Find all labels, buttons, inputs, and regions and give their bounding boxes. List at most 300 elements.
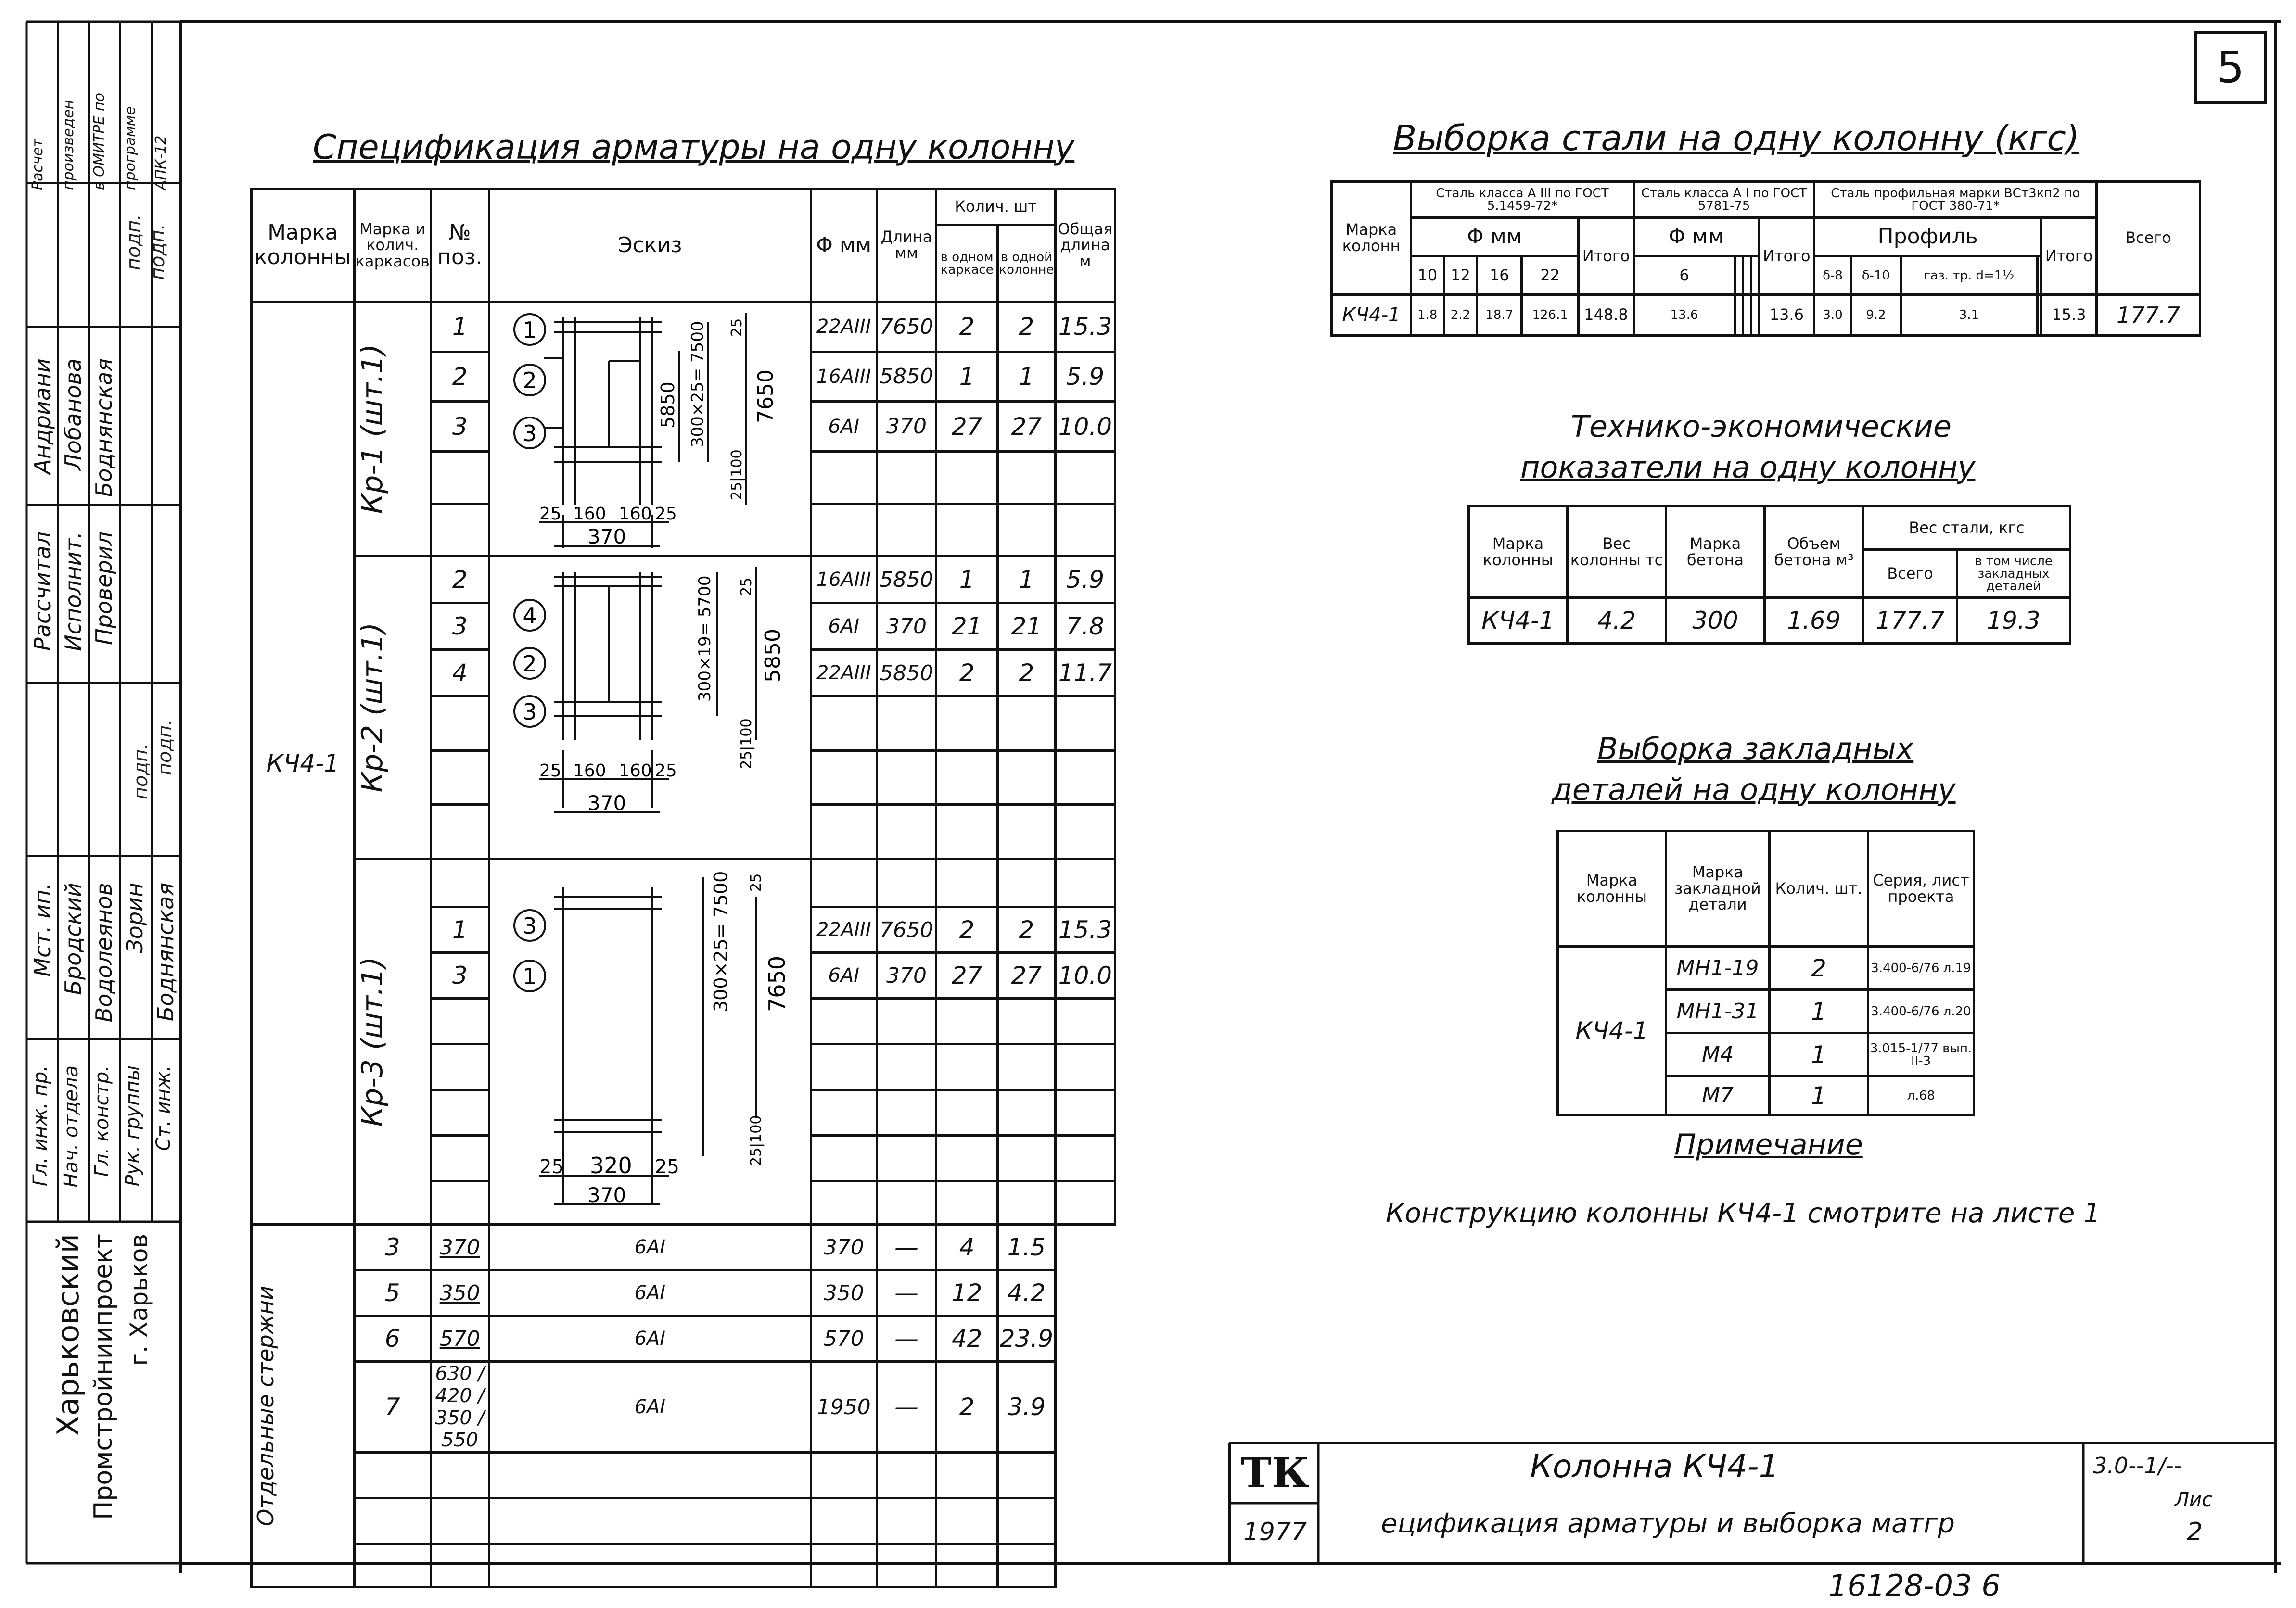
steel-col-a3: Сталь класса А III по ГОСТ 5.1459-72*	[1411, 182, 1634, 218]
col-header-qty-karkas: в одном каркасе	[936, 225, 998, 302]
sheet-label: Лис	[2175, 1489, 2213, 1511]
empty-cell	[877, 1544, 936, 1587]
sketch-kr3	[489, 859, 811, 1225]
empty-cell	[811, 1498, 877, 1544]
footer-code: 16128-03 6	[1828, 1568, 2001, 1603]
signature: подп.	[123, 214, 145, 271]
tep-col-vsego: Всего	[1863, 550, 1957, 598]
steel-val: 126.1	[1522, 295, 1579, 336]
stamp-role-2: Исполнит.	[60, 532, 86, 651]
sketch-dim: 7650	[753, 369, 778, 423]
empty-cell	[936, 1181, 998, 1225]
emb-qty: 2	[1770, 947, 1868, 990]
qty-karkas-cell: 1	[936, 557, 998, 603]
total-length-cell: 10.0	[1055, 402, 1115, 452]
steel-itogo-a3: Итого	[1578, 218, 1633, 295]
steel-profile: Профиль	[1814, 218, 2041, 256]
qty-column-cell: 1	[998, 557, 1056, 603]
empty-cell	[877, 696, 936, 751]
steel-d: 16	[1477, 256, 1522, 295]
phi-cell: 22АIII	[811, 302, 877, 352]
empty-cell	[877, 1498, 936, 1544]
stamp-org-1: Харьковский	[51, 1234, 86, 1436]
empty-cell	[998, 451, 1056, 504]
stamp-name-3: Боднянская	[91, 358, 117, 497]
empty-cell	[936, 451, 998, 504]
emb-mark: КЧ4-1	[1558, 947, 1666, 1115]
tep-mark: КЧ4-1	[1469, 598, 1568, 644]
sketch-dim: 160	[618, 761, 652, 781]
phi-cell: 6АI	[811, 402, 877, 452]
series-code: 3.0-‐1/‐‐	[2093, 1453, 2182, 1479]
empty-cell	[877, 1136, 936, 1181]
qty-column-cell: 4	[936, 1225, 998, 1270]
steel-val: 15.3	[2041, 295, 2097, 336]
empty-cell	[431, 1136, 489, 1181]
qty-karkas-cell: —	[877, 1362, 936, 1453]
empty-cell	[936, 1498, 998, 1544]
empty-cell	[811, 1044, 877, 1090]
empty-cell	[998, 999, 1056, 1044]
emb-detail: МН1-19	[1666, 947, 1770, 990]
col-header-marka: Марка колонны	[252, 189, 355, 302]
sketch-kr2	[489, 557, 811, 859]
col-header-phi: Φ мм	[811, 189, 877, 302]
sketch-dim: 160	[618, 504, 652, 524]
karkas-label-kr1	[354, 302, 431, 557]
steel-d: газ. тр. d=1½	[1901, 256, 2038, 295]
bar-sketch: 630 / 420 / 350 / 550	[431, 1362, 489, 1453]
tep-col-steel: Вес стали, кгс	[1863, 506, 2070, 550]
year: 1977	[1243, 1518, 1307, 1546]
phi-cell: 16АIII	[811, 352, 877, 402]
qty-karkas-cell: 1	[936, 352, 998, 402]
qty-karkas-cell: 2	[936, 650, 998, 696]
emb-detail: МН1-31	[1666, 990, 1770, 1033]
sketch-dim: 300×19= 5700	[695, 575, 714, 702]
emb-series: 3.400-6/76 л.20	[1868, 990, 1974, 1033]
empty-cell	[998, 1453, 1056, 1498]
total-length-cell: 5.9	[1055, 352, 1115, 402]
tep-table	[1467, 505, 2071, 645]
emb-col-detail: Марка закладной детали	[1666, 831, 1770, 947]
length-cell: 7650	[877, 907, 936, 953]
sketch-dim: 320	[589, 1152, 632, 1178]
steel-d: 6	[1633, 256, 1735, 295]
stamp-name-b2: Бродский	[60, 883, 86, 995]
tep-col-marka: Марка колонны	[1469, 506, 1568, 598]
empty-cell	[877, 504, 936, 556]
empty-cell	[936, 1044, 998, 1090]
note-text: Конструкцию колонны КЧ4-1 смотрите на листе 1	[1386, 1198, 2101, 1229]
steel-d: δ-10	[1851, 256, 1901, 295]
stamp-role-1: Рассчитал	[29, 532, 55, 651]
qty-karkas-cell: 27	[936, 953, 998, 999]
sketch-dim: 300×25= 7500	[710, 871, 731, 1012]
length-cell: 1950	[811, 1362, 877, 1453]
sketch-dim: 25	[654, 761, 677, 781]
karkas-label-kr3	[354, 859, 431, 1225]
embedded-title-2: деталей на одну колонну	[1552, 772, 1956, 807]
qty-column-cell: 2	[998, 907, 1056, 953]
steel-val: 148.8	[1578, 295, 1633, 336]
stamp-top-note-1: Расчет	[29, 139, 46, 190]
steel-val: 18.7	[1477, 295, 1522, 336]
steel-phi-a1: Φ мм	[1633, 218, 1759, 256]
bar-sketch: 370	[431, 1225, 489, 1270]
empty-cell	[811, 1181, 877, 1225]
steel-val: 3.1	[1901, 295, 2038, 336]
sketch-kr1-mark-3: 3	[523, 420, 537, 446]
steel-title: Выборка стали на одну колонну (кгс)	[1393, 118, 2080, 158]
pos-cell: 3	[354, 1225, 431, 1270]
sketch-dim: 25	[539, 1155, 564, 1178]
sketch-kr1-drawing	[491, 303, 809, 553]
pos-cell: 3	[431, 402, 489, 452]
qty-column-cell: 2	[998, 650, 1056, 696]
pos-cell: 3	[431, 953, 489, 999]
steel-val: 2.2	[1444, 295, 1477, 336]
empty-cell	[1055, 696, 1115, 751]
col-header-karkas: Марка и колич. каркасов	[354, 189, 431, 302]
spec-title: Спецификация арматуры на одну колонну	[313, 127, 1075, 167]
total-length-cell: 1.5	[998, 1225, 1056, 1270]
empty-cell	[811, 1544, 877, 1587]
empty-cell	[1055, 859, 1115, 907]
qty-karkas-cell: 27	[936, 402, 998, 452]
qty-karkas-cell: —	[877, 1316, 936, 1362]
pos-cell: 4	[431, 650, 489, 696]
tep-vsego: 177.7	[1863, 598, 1957, 644]
phi-cell: 6АI	[489, 1270, 811, 1316]
embedded-title-1: Выборка закладных	[1597, 731, 1914, 766]
length-cell: 5850	[877, 557, 936, 603]
stamp-top-note-3: в ОМИТРЕ по	[91, 92, 108, 190]
stamp-name-1: Андриани	[29, 358, 55, 474]
qty-karkas-cell: —	[877, 1270, 936, 1316]
total-length-cell: 10.0	[1055, 953, 1115, 999]
tep-col-obem: Объем бетона м³	[1765, 506, 1863, 598]
empty-cell	[1055, 1136, 1115, 1181]
sketch-kr1-mark-1: 1	[523, 317, 537, 343]
col-header-qty: Колич. шт	[936, 189, 1056, 225]
empty-cell	[431, 1181, 489, 1225]
empty-cell	[998, 1544, 1056, 1587]
steel-col-prof: Сталь профильная марки ВСт3кп2 по ГОСТ 380-71*	[1814, 182, 2097, 218]
length-cell: 370	[877, 953, 936, 999]
empty-cell	[1743, 256, 1751, 295]
empty-cell	[1751, 256, 1759, 295]
tep-title-1: Технико-экономические	[1571, 409, 1952, 444]
empty-cell	[936, 1544, 998, 1587]
empty-cell	[1055, 999, 1115, 1044]
pos-cell: 2	[431, 557, 489, 603]
empty-cell	[431, 999, 489, 1044]
empty-cell	[811, 1090, 877, 1136]
sketch-kr1-mark-2: 2	[523, 367, 537, 393]
pos-cell: 2	[431, 352, 489, 402]
total-length-cell: 5.9	[1055, 557, 1115, 603]
sketch-kr2-mark-4: 4	[523, 603, 537, 629]
qty-column-cell: 2	[998, 302, 1056, 352]
signature: подп.	[130, 743, 152, 800]
tep-col-beton: Марка бетона	[1666, 506, 1765, 598]
sketch-dim: 370	[587, 525, 626, 548]
steel-table	[1330, 180, 2201, 337]
total-length-cell: 7.8	[1055, 603, 1115, 650]
bar-sketch: 570	[431, 1316, 489, 1362]
empty-cell	[431, 696, 489, 751]
total-length-cell: 4.2	[998, 1270, 1056, 1316]
empty-cell	[998, 1044, 1056, 1090]
empty-cell	[936, 1453, 998, 1498]
sketch-dim: 370	[587, 1183, 626, 1207]
sketch-dim: 25	[539, 504, 561, 524]
empty-cell	[811, 1136, 877, 1181]
pos-cell: 1	[431, 302, 489, 352]
sketch-dim: 25	[728, 318, 745, 337]
phi-cell: 16АIII	[811, 557, 877, 603]
empty-cell	[877, 805, 936, 859]
phi-cell: 6АI	[811, 603, 877, 650]
empty-cell	[431, 750, 489, 805]
tep-beton: 300	[1666, 598, 1765, 644]
karkas-label-text: Кр-1 (шт.1)	[355, 344, 389, 514]
sketch-dim: 7650	[764, 955, 790, 1012]
karkas-label-text: Кр-3 (шт.1)	[355, 956, 389, 1127]
empty-cell	[1055, 750, 1115, 805]
emb-detail: М7	[1666, 1076, 1770, 1115]
phi-cell: 6АI	[489, 1362, 811, 1453]
empty-cell	[811, 999, 877, 1044]
stamp-name-b5: Боднянская	[153, 883, 179, 1022]
empty-cell	[811, 1453, 877, 1498]
sketch-dim: 25|100	[738, 718, 755, 769]
empty-cell	[431, 1090, 489, 1136]
empty-cell	[877, 859, 936, 907]
separate-bars-label-text: Отдельные стержни	[253, 1285, 279, 1526]
empty-cell	[1735, 256, 1743, 295]
sketch-kr3-mark-1: 1	[523, 963, 537, 989]
qty-column-cell: 27	[998, 953, 1056, 999]
tep-obem: 1.69	[1765, 598, 1863, 644]
empty-cell	[877, 1181, 936, 1225]
empty-cell	[998, 1181, 1056, 1225]
emb-col-marka: Марка колонны	[1558, 831, 1666, 947]
empty-cell	[998, 750, 1056, 805]
empty-cell	[431, 451, 489, 504]
col-header-total-length: Общая длина м	[1055, 189, 1115, 302]
empty-cell	[998, 805, 1056, 859]
karkas-label-kr2	[354, 557, 431, 859]
qty-column-cell: 42	[936, 1316, 998, 1362]
steel-col-a1: Сталь класса А I по ГОСТ 5781-75	[1633, 182, 1814, 218]
sketch-dim: 25	[654, 504, 677, 524]
phi-cell: 6АI	[489, 1225, 811, 1270]
empty-cell	[431, 859, 489, 907]
sketch-kr3-drawing	[491, 868, 809, 1214]
qty-column-cell: 21	[998, 603, 1056, 650]
empty-cell	[354, 1544, 431, 1587]
stamp-role-6: Гл. констр.	[91, 1065, 113, 1177]
empty-cell	[936, 859, 998, 907]
empty-cell	[877, 1453, 936, 1498]
empty-cell	[936, 805, 998, 859]
steel-val: 3.0	[1814, 295, 1851, 336]
empty-cell	[811, 750, 877, 805]
empty-cell	[354, 1453, 431, 1498]
empty-cell	[877, 1090, 936, 1136]
emb-qty: 1	[1770, 990, 1868, 1033]
empty-cell	[998, 504, 1056, 556]
empty-cell	[1055, 1090, 1115, 1136]
tep-title-2: показатели на одну колонну	[1520, 450, 1976, 485]
steel-phi-a3: Φ мм	[1411, 218, 1579, 256]
total-length-cell: 11.7	[1055, 650, 1115, 696]
sketch-dim: 5850	[760, 629, 785, 683]
drawing-name: Колонна КЧ4-1	[1530, 1448, 1779, 1485]
pos-cell: 3	[431, 603, 489, 650]
embedded-table	[1556, 830, 1975, 1116]
bar-sketch: 350	[431, 1270, 489, 1316]
signature: подп.	[147, 224, 169, 280]
stamp-top-note-5: АПК-12	[153, 135, 169, 190]
qty-column-cell: 1	[998, 352, 1056, 402]
empty-cell	[1743, 295, 1751, 336]
length-cell: 370	[877, 402, 936, 452]
sketch-kr3-mark-3: 3	[523, 912, 537, 939]
qty-column-cell: 2	[936, 1362, 998, 1453]
steel-row-mark: КЧ4-1	[1332, 295, 1411, 336]
empty-cell	[877, 999, 936, 1044]
empty-cell	[877, 1044, 936, 1090]
steel-d: 22	[1522, 256, 1579, 295]
empty-cell	[1751, 295, 1759, 336]
sheet-index: 2	[2187, 1518, 2203, 1546]
phi-cell: 22АIII	[811, 907, 877, 953]
note-title: Примечание	[1674, 1128, 1863, 1162]
steel-col-marka: Марка колонн	[1332, 182, 1411, 295]
empty-cell	[998, 859, 1056, 907]
empty-cell	[431, 1498, 489, 1544]
sketch-dim: 5850	[657, 381, 678, 428]
empty-cell	[811, 859, 877, 907]
stamp-role-5: Нач. отдела	[60, 1065, 82, 1188]
stamp-top-note-2: произведен	[60, 100, 77, 190]
empty-cell	[811, 504, 877, 556]
emb-series: 3.015-1/77 вып. II-3	[1868, 1033, 1974, 1076]
sketch-dim: 160	[573, 504, 606, 524]
qty-karkas-cell: 2	[936, 907, 998, 953]
tep-zakl: 19.3	[1957, 598, 2070, 644]
empty-cell	[2037, 295, 2041, 336]
total-length-cell: 15.3	[1055, 302, 1115, 352]
stamp-name-2: Лобанова	[60, 358, 86, 470]
sketch-dim: 25	[747, 873, 765, 892]
steel-itogo-prof: Итого	[2041, 218, 2097, 295]
karkas-label-text: Кр-2 (шт.1)	[355, 622, 389, 793]
tep-col-vtch: в том числе закладных деталей	[1957, 550, 2070, 598]
stamp-name-b4: Зорин	[122, 883, 148, 953]
steel-d: δ-8	[1814, 256, 1851, 295]
length-cell: 350	[811, 1270, 877, 1316]
length-cell: 5850	[877, 352, 936, 402]
empty-cell	[431, 1044, 489, 1090]
stamp-org-2: Промстройниипроект	[89, 1234, 118, 1520]
steel-val: 1.8	[1411, 295, 1444, 336]
phi-cell: 6АI	[489, 1316, 811, 1362]
col-header-eskiz: Эскиз	[489, 189, 811, 302]
empty-cell	[431, 1544, 489, 1587]
pos-cell: 7	[354, 1362, 431, 1453]
empty-cell	[936, 750, 998, 805]
length-cell: 370	[877, 603, 936, 650]
total-length-cell: 15.3	[1055, 907, 1115, 953]
sketch-dim: 25	[539, 761, 561, 781]
empty-cell	[936, 1136, 998, 1181]
steel-total: 177.7	[2097, 295, 2200, 336]
empty-cell	[489, 1453, 811, 1498]
sketch-kr2-drawing	[491, 557, 809, 856]
steel-val: 13.6	[1633, 295, 1735, 336]
stamp-name-b1: Мст. ип.	[29, 883, 55, 977]
sketch-kr2-mark-2: 2	[523, 651, 537, 677]
empty-cell	[877, 451, 936, 504]
stamp-role-8: Ст. инж.	[153, 1065, 175, 1151]
pos-cell: 1	[431, 907, 489, 953]
sketch-dim: 25	[654, 1155, 679, 1178]
qty-karkas-cell: 2	[936, 302, 998, 352]
separate-bars-label	[252, 1225, 355, 1587]
col-header-poz: № поз.	[431, 189, 489, 302]
col-header-length: Длина мм	[877, 189, 936, 302]
phi-cell: 6АI	[811, 953, 877, 999]
length-cell: 5850	[877, 650, 936, 696]
empty-cell	[354, 1498, 431, 1544]
empty-cell	[998, 1136, 1056, 1181]
sketch-dim: 370	[587, 791, 626, 815]
steel-val: 9.2	[1851, 295, 1901, 336]
stamp-role-7: Рук. группы	[122, 1065, 144, 1187]
col-header-qty-column: в одной колонне	[998, 225, 1056, 302]
phi-cell: 22АIII	[811, 650, 877, 696]
sheet-number: 5	[2194, 31, 2267, 104]
empty-cell	[2037, 256, 2041, 295]
total-length-cell: 23.9	[998, 1316, 1056, 1362]
empty-cell	[489, 1498, 811, 1544]
empty-cell	[811, 805, 877, 859]
empty-cell	[998, 1498, 1056, 1544]
qty-karkas-cell: —	[877, 1225, 936, 1270]
qty-column-cell: 12	[936, 1270, 998, 1316]
empty-cell	[936, 696, 998, 751]
empty-cell	[1055, 1181, 1115, 1225]
tep-ves: 4.2	[1568, 598, 1666, 644]
tep-col-ves: Вес колонны тс	[1568, 506, 1666, 598]
empty-cell	[936, 999, 998, 1044]
empty-cell	[1055, 805, 1115, 859]
length-cell: 370	[811, 1225, 877, 1270]
empty-cell	[811, 696, 877, 751]
steel-val: 13.6	[1759, 295, 1814, 336]
sketch-dim: 25	[738, 577, 755, 596]
emb-col-series: Серия, лист проекта	[1868, 831, 1974, 947]
emb-col-qty: Колич. шт.	[1770, 831, 1868, 947]
pos-cell: 6	[354, 1316, 431, 1362]
sketch-kr2-mark-3: 3	[523, 699, 537, 725]
emb-series: л.68	[1868, 1076, 1974, 1115]
qty-column-cell: 27	[998, 402, 1056, 452]
